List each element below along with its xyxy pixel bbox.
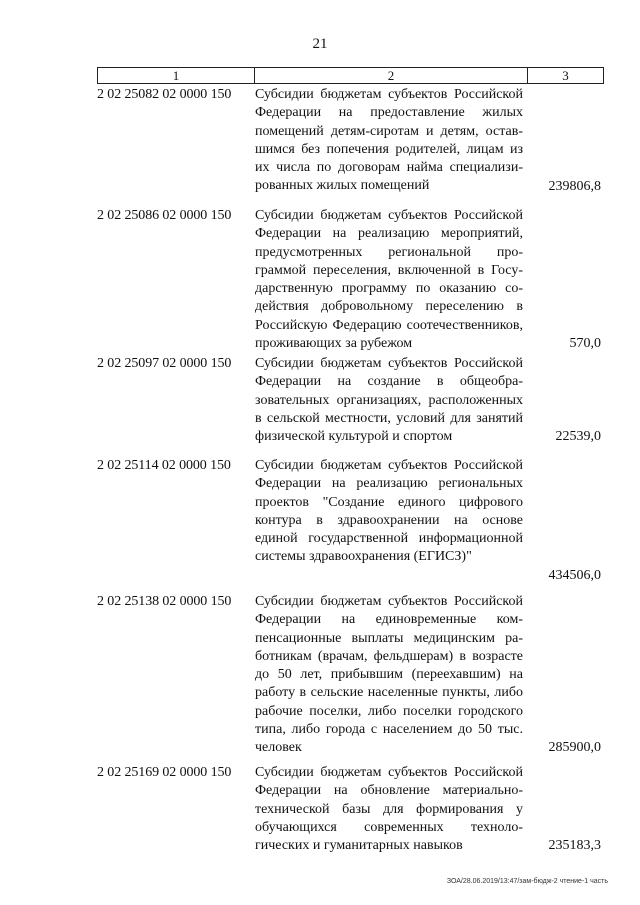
row-description: Субсидии бюджетам субъектов Российской Федерации на единовременные компенсационные выплаты медицинским работникам (врачам, фельдшерам) в возрасте до 50 лет, прибывшим (переехавшим) на работу в сельские населенные пункты, либо рабочие поселки, либо поселки городского типа, либо города с населением до 50 тыс. человек	[255, 594, 523, 756]
header-col-2: 2	[255, 68, 528, 83]
row-code: 2 02 25097 02 0000 150	[97, 356, 232, 371]
row-amount: 570,0	[569, 336, 601, 352]
row-description: Субсидии бюджетам субъектов Российской Федерации на предоставление жилых помещений детям-сиротам и детям, оставшимся без попечения родителей, лицам из их числа по договорам найма специализированных жилых помещений	[255, 87, 523, 194]
table-header	[97, 67, 604, 84]
row-code: 2 02 25114 02 0000 150	[97, 458, 231, 473]
row-amount: 22539,0	[555, 429, 601, 445]
row-description: Субсидии бюджетам субъектов Российской Федерации на реализацию мероприятий, предусмотренных региональной программой переселения, включенной в Государственную программу по оказанию содействия добровольному переселению в Российскую Федерацию соотечественников, проживающих за рубежом	[255, 208, 523, 352]
row-code: 2 02 25138 02 0000 150	[97, 594, 232, 609]
row-code: 2 02 25082 02 0000 150	[97, 87, 232, 102]
row-description: Субсидии бюджетам субъектов Российской Федерации на создание в общеобразовательных организациях, расположенных в сельской местности, условий для занятий физической культурой и спортом	[255, 356, 523, 445]
row-code: 2 02 25169 02 0000 150	[97, 765, 232, 780]
row-amount: 235183,3	[548, 838, 601, 854]
document-footer-stamp: ЗОА/28.06.2019/13:47/зам-бюдж-2 чтение-1 часть	[446, 878, 608, 885]
header-col-1: 1	[98, 68, 255, 83]
header-col-3: 3	[562, 68, 569, 83]
row-code: 2 02 25086 02 0000 150	[97, 208, 232, 223]
row-amount: 285900,0	[548, 740, 601, 756]
row-amount: 239806,8	[548, 178, 601, 194]
row-description: Субсидии бюджетам субъектов Российской Федерации на реализацию региональных проектов "Создание единого цифрового контура в здравоохранении на основе единой государственной информационной системы здравоохранения (ЕГИСЗ)"	[255, 458, 523, 565]
row-description: Субсидии бюджетам субъектов Российской Федерации на обновление материально-технической базы для формирования у обучающихся современных технологических и гуманитарных навыков	[255, 765, 523, 854]
row-amount: 434506,0	[548, 567, 601, 583]
page-number: 21	[312, 36, 328, 52]
